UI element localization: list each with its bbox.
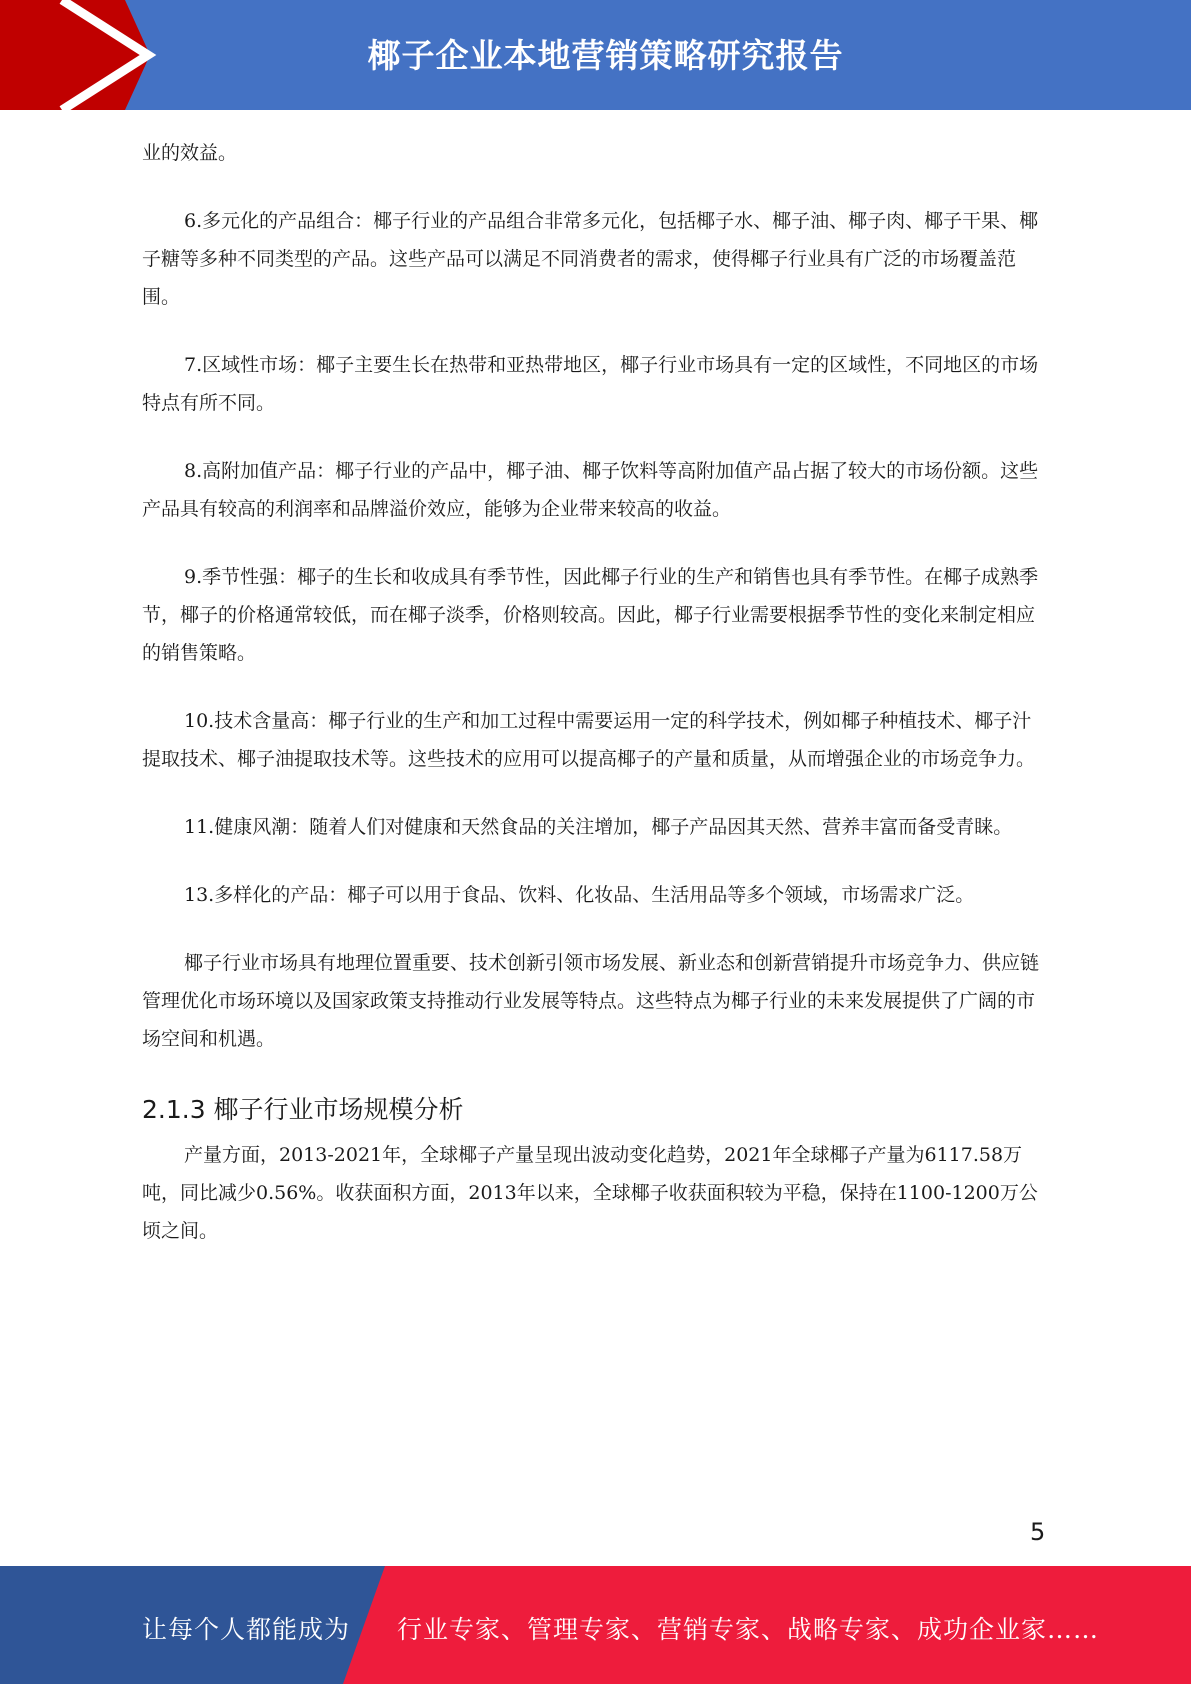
body-paragraph-9: 9.季节性强：椰子的生长和收成具有季节性，因此椰子行业的生产和销售也具有季节性。在椰子成熟季节，椰子的价格通常较低，而在椰子淡季，价格则较高。因此，椰子行业需要根据季节性的变化来制定相应的销售策略。 xyxy=(142,566,1039,664)
report-title: 椰子企业本地营销策略研究报告 xyxy=(367,36,844,75)
body-paragraph-10: 10.技术含量高：椰子行业的生产和加工过程中需要运用一定的科学技术，例如椰子种植技术、椰子汁提取技术、椰子油提取技术等。这些技术的应用可以提高椰子的产量和质量，从而增强企业的市场竞争力。 xyxy=(142,710,1036,770)
body-paragraph-summary: 椰子行业市场具有地理位置重要、技术创新引领市场发展、新业态和创新营销提升市场竞争力、供应链管理优化市场环境以及国家政策支持推动行业发展等特点。这些特点为椰子行业的未来发展提供了广阔的市场空间和机遇。 xyxy=(142,952,1040,1050)
body-paragraph-7: 7.区域性市场：椰子主要生长在热带和亚热带地区，椰子行业市场具有一定的区域性，不同地区的市场特点有所不同。 xyxy=(142,354,1039,414)
page-footer xyxy=(0,1566,1191,1684)
footer-slogan-right: 行业专家、管理专家、营销专家、战略专家、成功企业家…… xyxy=(397,1615,1100,1644)
body-paragraph-8: 8.高附加值产品：椰子行业的产品中，椰子油、椰子饮料等高附加值产品占据了较大的市场份额。这些产品具有较高的利润率和品牌溢价效应，能够为企业带来较高的收益。 xyxy=(142,460,1039,520)
section-paragraph: 产量方面，2013-2021年，全球椰子产量呈现出波动变化趋势，2021年全球椰子产量为6117.58万吨，同比减少0.56%。收获面积方面，2013年以来，全球椰子收获面积较为平稳，保持在1100-1200万公顷之间。 xyxy=(142,1144,1038,1242)
body-paragraph-6: 6.多元化的产品组合：椰子行业的产品组合非常多元化，包括椰子水、椰子油、椰子肉、椰子干果、椰子糖等多种不同类型的产品。这些产品可以满足不同消费者的需求，使得椰子行业具有广泛的市场覆盖范围。 xyxy=(142,210,1039,308)
body-paragraph-11: 11.健康风潮：随着人们对健康和天然食品的关注增加，椰子产品因其天然、营养丰富而备受青睐。 xyxy=(184,816,1013,838)
footer-slogan-left: 让每个人都能成为 xyxy=(142,1615,351,1644)
page-number: 5 xyxy=(1030,1518,1046,1546)
page-body xyxy=(142,134,1047,1250)
body-paragraph-continuation: 业的效益。 xyxy=(142,142,238,164)
page-header xyxy=(0,0,1191,110)
body-paragraph-13: 13.多样化的产品：椰子可以用于食品、饮料、化妆品、生活用品等多个领域，市场需求广泛。 xyxy=(184,884,975,906)
section-heading: 2.1.3 椰子行业市场规模分析 xyxy=(142,1095,464,1124)
